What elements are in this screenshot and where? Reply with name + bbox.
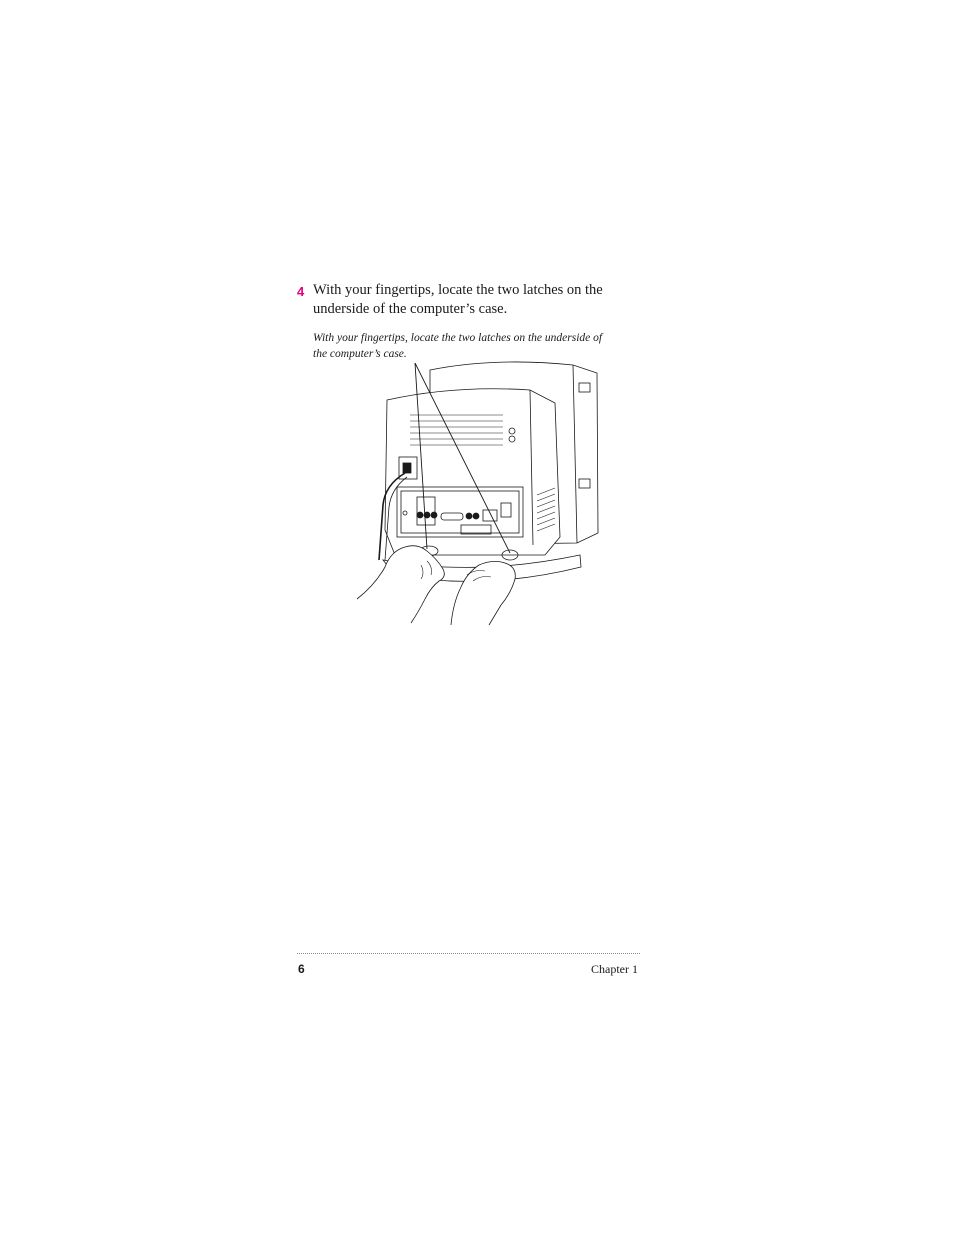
page-number: 6 xyxy=(298,962,305,976)
chapter-label: Chapter 1 xyxy=(591,962,638,976)
computer-rear-latches-illustration xyxy=(355,355,610,630)
step-number: 4 xyxy=(297,284,305,299)
step-text: With your fingertips, locate the two latches on the underside of the computer’s case. xyxy=(313,282,603,317)
figure-caption: With your fingertips, locate the two latches on the underside of the computer’s case. xyxy=(313,332,603,360)
footer-rule xyxy=(297,953,640,954)
left-hand xyxy=(357,546,444,623)
instruction-step xyxy=(297,281,647,319)
